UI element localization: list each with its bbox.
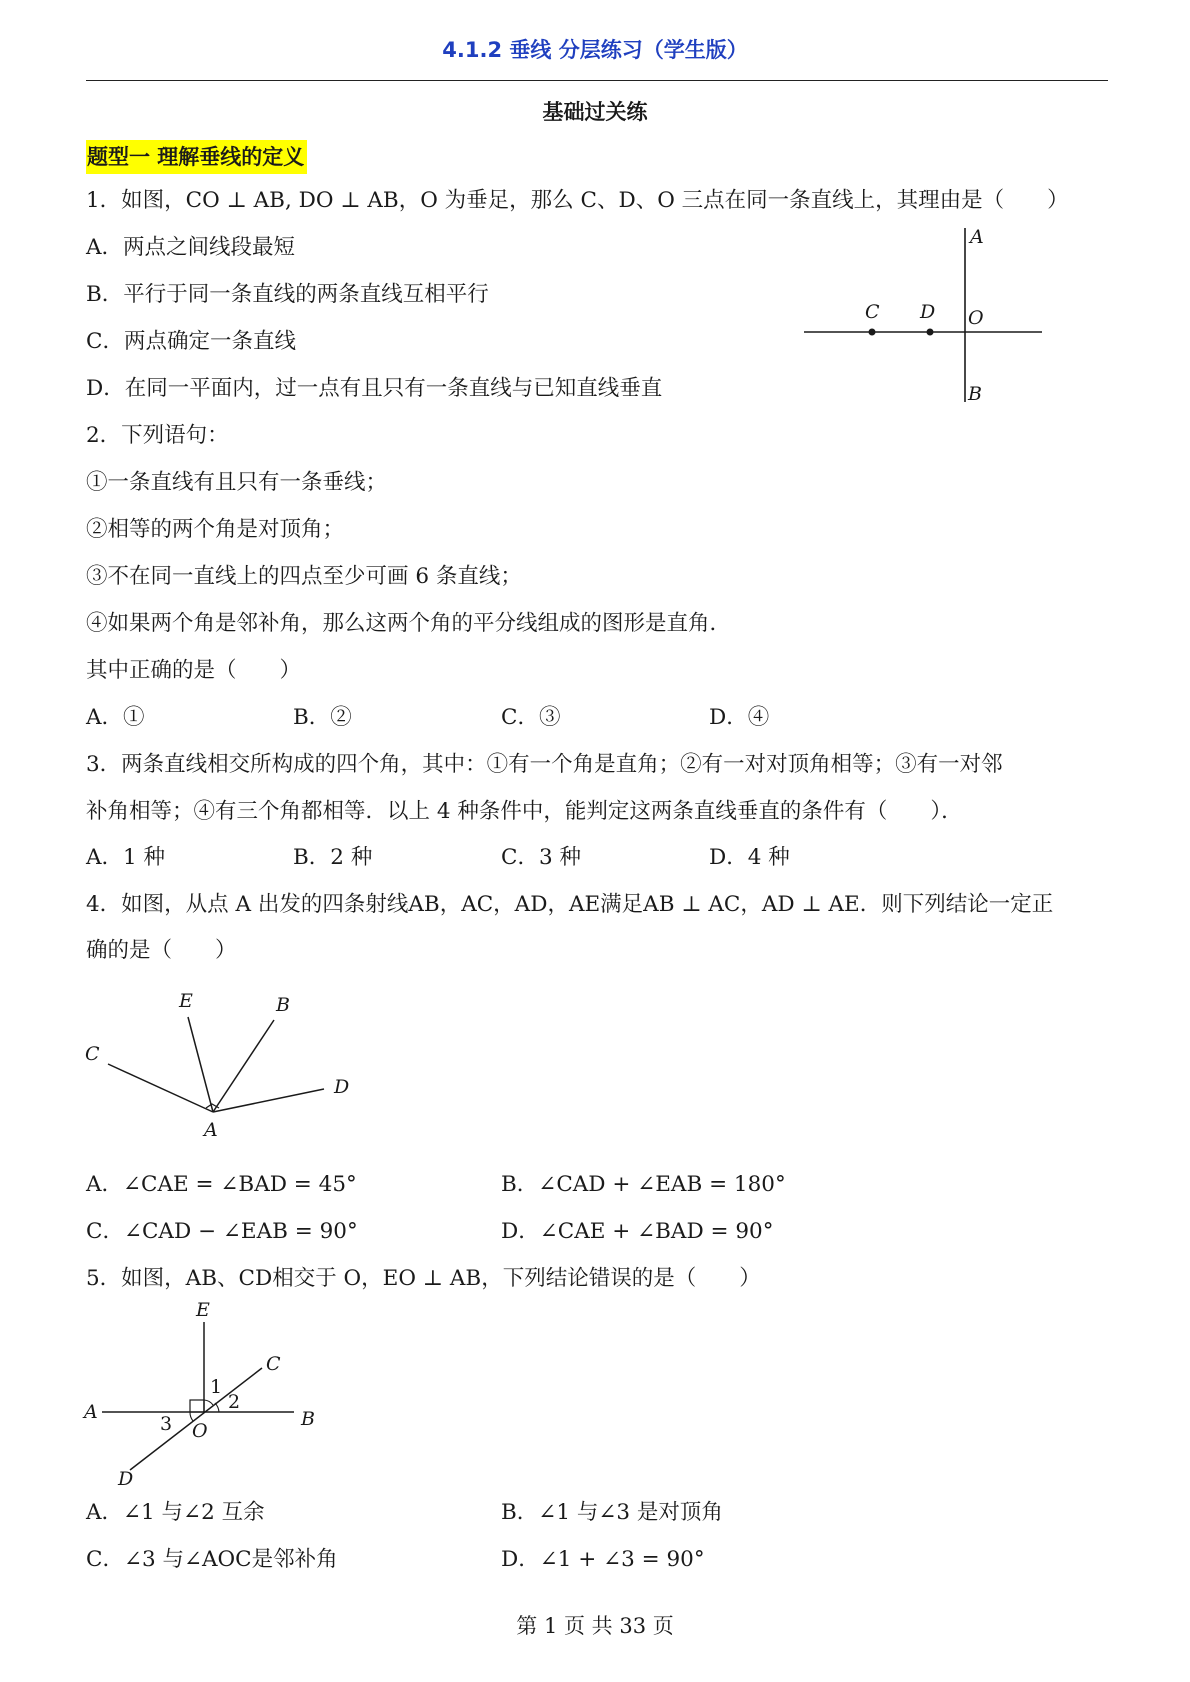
q1-option-b: B．平行于同一条直线的两条直线互相平行 — [86, 282, 489, 307]
q2-item-1: ①一条直线有且只有一条垂线； — [86, 470, 388, 495]
q4-stem-line1: 4．如图，从点 A 出发的四条射线AB，AC，AD，AE满足AB ⊥ AC，AD ⊥ AE．则下列结论一定正 — [86, 892, 1054, 917]
q5-option-c: C．∠3 与∠AOC是邻补角 — [86, 1547, 338, 1572]
q5-label-o: O — [192, 1420, 208, 1442]
q1-label-b: B — [968, 383, 982, 405]
q5-option-b: B．∠1 与∠3 是对顶角 — [501, 1500, 723, 1525]
q4-label-a: A — [204, 1119, 218, 1141]
type-heading: 题型一 理解垂线的定义 — [86, 140, 307, 174]
q2-item-3: ③不在同一直线上的四点至少可画 6 条直线； — [86, 564, 522, 589]
q5-angle1-arc — [204, 1400, 213, 1405]
q5-label-e: E — [196, 1299, 210, 1321]
q2-option-c: C．③ — [501, 705, 561, 730]
q4-ray-ad — [213, 1089, 324, 1112]
q5-angle2-label: 2 — [228, 1391, 241, 1413]
q4-stem-line2: 确的是（ ） — [86, 938, 237, 963]
q4-option-c: C．∠CAD − ∠EAB = 90° — [86, 1219, 358, 1244]
q1-option-c: C．两点确定一条直线 — [86, 329, 296, 354]
q4-ray-ae — [188, 1017, 213, 1112]
q4-ray-ab — [213, 1020, 274, 1112]
q3-stem-line1: 3．两条直线相交所构成的四个角，其中：①有一个角是直角；②有一对对顶角相等；③有一对邻 — [86, 752, 1003, 777]
q2-option-b: B．② — [293, 705, 352, 730]
q1-label-o: O — [968, 307, 984, 329]
q5-label-a: A — [84, 1401, 98, 1423]
q1-label-c: C — [865, 301, 880, 323]
q5-line-cd — [130, 1368, 262, 1470]
q2-option-a: A．① — [86, 705, 145, 730]
q1-point-d — [927, 329, 934, 336]
q5-angle3-label: 3 — [160, 1413, 173, 1435]
q4-label-d: D — [334, 1076, 350, 1098]
q3-option-a: A．1 种 — [86, 845, 166, 870]
q3-stem-line2: 补角相等；④有三个角都相等．以上 4 种条件中，能判定这两条直线垂直的条件有（ ）． — [86, 799, 963, 824]
q5-angle2-arc — [215, 1403, 219, 1412]
q1-label-a: A — [970, 226, 984, 248]
q1-point-c — [869, 329, 876, 336]
q5-label-d: D — [118, 1468, 134, 1490]
q5-stem: 5．如图，AB、CD相交于 O，EO ⊥ AB，下列结论错误的是（ ） — [86, 1266, 761, 1291]
section-title: 基础过关练 — [542, 100, 648, 124]
q1-figure — [800, 226, 1060, 406]
q2-option-d: D．④ — [709, 705, 770, 730]
q4-label-c: C — [85, 1043, 100, 1065]
q4-figure — [80, 985, 380, 1145]
q5-right-angle-mark — [190, 1400, 204, 1412]
q4-ray-ac — [108, 1064, 213, 1112]
q4-label-b: B — [276, 994, 290, 1016]
q4-label-e: E — [179, 990, 193, 1012]
q2-ask: 其中正确的是（ ） — [86, 658, 302, 683]
page-footer: 第 1 页 共 33 页 — [516, 1614, 674, 1638]
header-rule — [86, 80, 1108, 81]
q2-stem: 2．下列语句： — [86, 423, 229, 448]
q5-option-a: A．∠1 与∠2 互余 — [86, 1500, 265, 1525]
q2-item-2: ②相等的两个角是对顶角； — [86, 517, 345, 542]
q3-option-d: D．4 种 — [709, 845, 790, 870]
q1-option-d: D．在同一平面内，过一点有且只有一条直线与已知直线垂直 — [86, 376, 663, 401]
q5-figure — [80, 1300, 340, 1490]
q1-option-a: A．两点之间线段最短 — [86, 235, 296, 260]
q5-angle1-label: 1 — [210, 1376, 223, 1398]
document-title: 4.1.2 垂线 分层练习（学生版） — [442, 38, 748, 62]
q5-label-c: C — [266, 1353, 281, 1375]
q5-label-b: B — [301, 1408, 315, 1430]
q2-item-4: ④如果两个角是邻补角，那么这两个角的平分线组成的图形是直角． — [86, 611, 732, 636]
q1-stem: 1．如图，CO ⊥ AB, DO ⊥ AB，O 为垂足，那么 C、D、O 三点在同一条直线上，其理由是（ ） — [86, 188, 1069, 213]
q4-option-b: B．∠CAD + ∠EAB = 180° — [501, 1172, 786, 1197]
q3-option-b: B．2 种 — [293, 845, 373, 870]
q3-option-c: C．3 种 — [501, 845, 581, 870]
q4-option-d: D．∠CAE + ∠BAD = 90° — [501, 1219, 774, 1244]
q5-option-d: D．∠1 + ∠3 = 90° — [501, 1547, 705, 1572]
q1-label-d: D — [920, 301, 936, 323]
q4-option-a: A．∠CAE = ∠BAD = 45° — [86, 1172, 357, 1197]
